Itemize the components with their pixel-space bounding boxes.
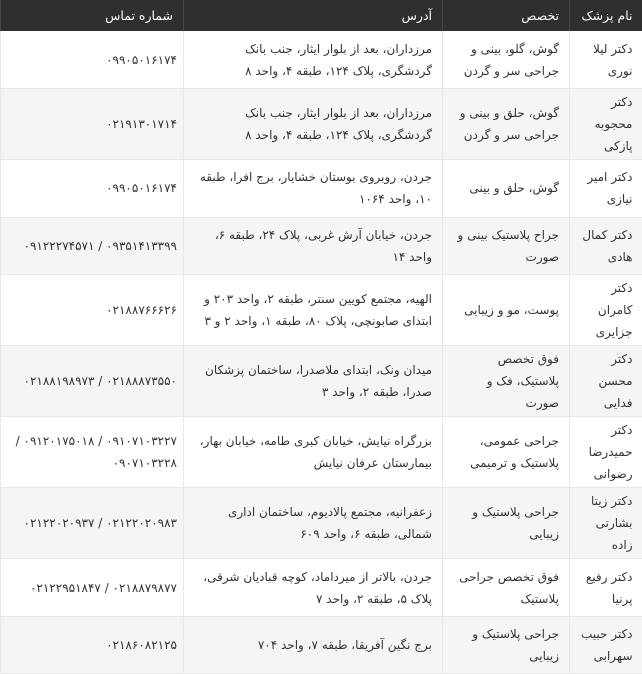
cell-phone: ۰۲۱۸۸۷۹۸۷۷ / ۰۲۱۲۲۹۵۱۸۴۷ <box>1 559 184 617</box>
cell-address: جردن، بالاتر از میرداماد، کوچه قبادیان شرقی، پلاک ۵، طبقه ۲، واحد ۷ <box>184 559 443 617</box>
cell-specialty: فوق تخصص جراحی پلاستیک <box>443 559 570 617</box>
table-row <box>1 31 642 89</box>
table-row <box>1 488 642 559</box>
cell-name: دکتر حبیب سهرابی <box>570 616 642 674</box>
cell-phone: ۰۹۹۰۵۰۱۶۱۷۴ <box>1 31 184 89</box>
cell-phone: ۰۲۱۸۸۷۶۶۶۲۶ <box>1 275 184 346</box>
cell-address: جردن، روبروی بوستان خشایار، برج افرا، طبقه ۱۰، واحد ۱۰۶۴ <box>184 160 443 218</box>
cell-specialty: گوش، گلو، بینی و جراحی سر و گردن <box>443 31 570 89</box>
cell-name: دکتر امیر نیازی <box>570 160 642 218</box>
table-row <box>1 417 642 488</box>
cell-name: دکتر محجوبه پازکی <box>570 89 642 160</box>
cell-phone: ۰۲۱۸۸۸۷۳۵۵۰ / ۰۲۱۸۸۱۹۸۹۷۳ <box>1 346 184 417</box>
table-row <box>1 616 642 674</box>
cell-address: برج نگین آفریقا، طبقه ۷، واحد ۷۰۴ <box>184 616 443 674</box>
cell-address: بزرگراه نیایش، خیابان کبری طامه، خیابان بهار، بیمارستان عرفان نیایش <box>184 417 443 488</box>
cell-phone: ۰۲۱۲۲۰۲۰۹۸۳ / ۰۲۱۲۲۰۲۰۹۳۷ <box>1 488 184 559</box>
cell-specialty: جراحی پلاستیک و زیبایی <box>443 488 570 559</box>
table-row <box>1 275 642 346</box>
cell-address: میدان ونک، ابتدای ملاصدرا، ساختمان پزشکان صدرا، طبقه ۲، واحد ۳ <box>184 346 443 417</box>
header-address: آدرس <box>184 0 443 31</box>
cell-address: مرزداران، بعد از بلوار ایثار، جنب بانک گردشگری، پلاک ۱۲۴، طبقه ۴، واحد ۸ <box>184 31 443 89</box>
header-phone: شماره تماس <box>1 0 184 31</box>
table-header-row <box>1 0 642 31</box>
cell-name: دکتر کامران جزایری <box>570 275 642 346</box>
cell-address: مرزداران، بعد از بلوار ایثار، جنب بانک گردشگری، پلاک ۱۲۴، طبقه ۴، واحد ۸ <box>184 89 443 160</box>
cell-name: دکتر لیلا نوری <box>570 31 642 89</box>
table-row <box>1 217 642 275</box>
table-row <box>1 559 642 617</box>
cell-specialty: جراح پلاستیک بینی و صورت <box>443 217 570 275</box>
cell-phone: ۰۹۹۰۵۰۱۶۱۷۴ <box>1 160 184 218</box>
header-specialty: تخصص <box>443 0 570 31</box>
cell-address: زعفرانیه، مجتمع پالادیوم، ساختمان اداری شمالی، طبقه ۶، واحد ۶۰۹ <box>184 488 443 559</box>
cell-specialty: فوق تخصص پلاستیک، فک و صورت <box>443 346 570 417</box>
cell-specialty: پوست، مو و زیبایی <box>443 275 570 346</box>
cell-specialty: جراحی عمومی، پلاستیک و ترمیمی <box>443 417 570 488</box>
cell-address: الهیه، مجتمع کویین سنتر، طبقه ۲، واحد ۲۰۳ و ابتدای صابونچی، پلاک ۸۰، طبقه ۱، واحد ۲ و ۳ <box>184 275 443 346</box>
cell-specialty: گوش، حلق و بینی و جراحی سر و گردن <box>443 89 570 160</box>
cell-address: جردن، خیابان آرش غربی، پلاک ۲۴، طبقه ۶، واحد ۱۴ <box>184 217 443 275</box>
cell-name: دکتر حمیدرضا رضوانی <box>570 417 642 488</box>
cell-name: دکتر رفیع پرنیا <box>570 559 642 617</box>
cell-phone: ۰۲۱۸۶۰۸۲۱۲۵ <box>1 616 184 674</box>
cell-name: دکتر زیتا بشارتی زاده <box>570 488 642 559</box>
cell-phone: ۰۹۱۰۷۱۰۳۲۲۷ / ۰۹۱۲۰۱۷۵۰۱۸ / ۰۹۰۷۱۰۳۲۲۸ <box>1 417 184 488</box>
cell-phone: ۰۹۳۵۱۴۱۳۳۹۹ / ۰۹۱۲۲۲۷۴۵۷۱ <box>1 217 184 275</box>
cell-specialty: گوش، حلق و بینی <box>443 160 570 218</box>
table-row <box>1 160 642 218</box>
cell-name: دکتر کمال هادی <box>570 217 642 275</box>
cell-name: دکتر محسن فدایی <box>570 346 642 417</box>
cell-phone: ۰۲۱۹۱۳۰۱۷۱۴ <box>1 89 184 160</box>
cell-specialty: جراحی پلاستیک و زیبایی <box>443 616 570 674</box>
table-row <box>1 346 642 417</box>
table-row <box>1 89 642 160</box>
header-name: نام پزشک <box>570 0 642 31</box>
